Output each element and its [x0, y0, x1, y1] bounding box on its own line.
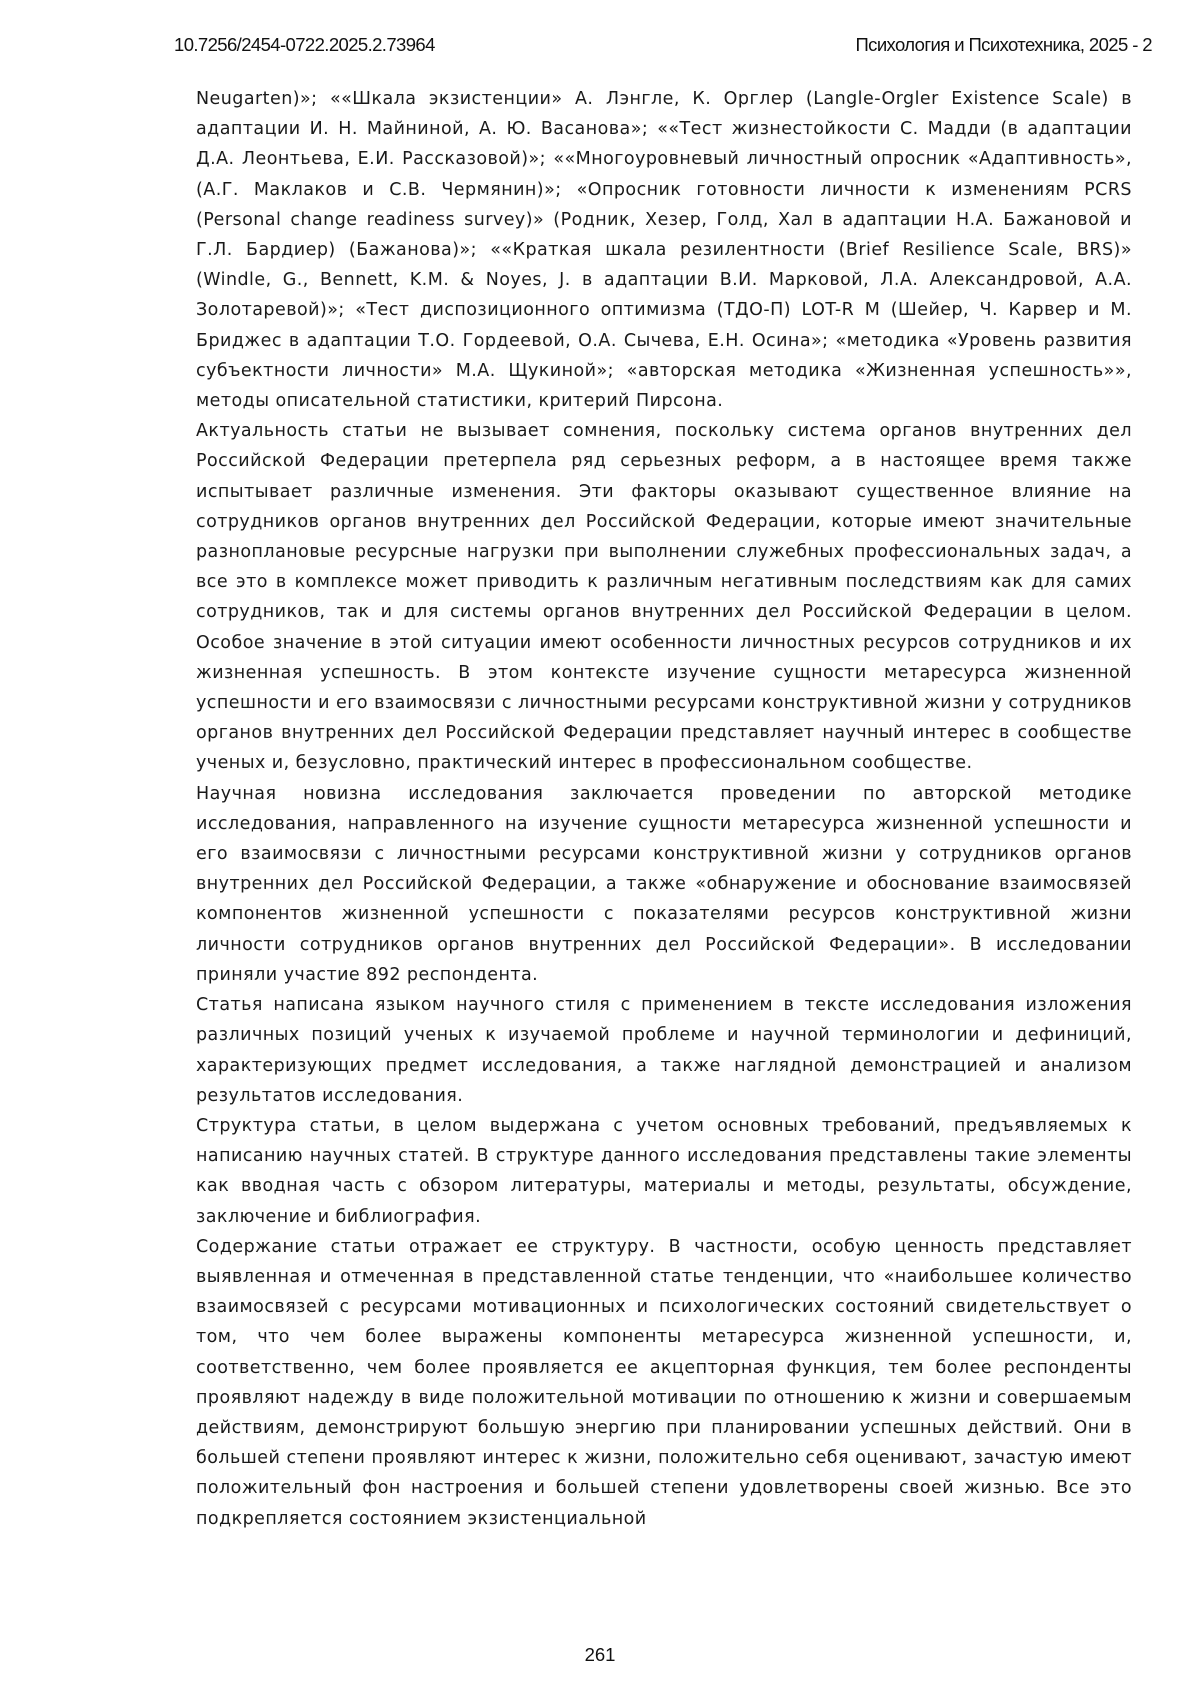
paragraph-novelty: Научная новизна исследования заключается проведении по авторской методике исследования, направленного на изучение сущности метаресурса жизненной успешности и его взаимосвязи с личностными ресурсами конструктивной жизни у сотрудников органов внутренних дел Российской Федерации, а также «обнаружение и обоснование взаимосвязей компонентов жизненной успешности с показателями ресурсов конструктивной жизни личности сотрудников органов внутренних дел Российской Федерации». В исследовании приняли участие 892 респондента.: [196, 783, 1132, 985]
paragraph-relevance: Актуальность статьи не вызывает сомнения, поскольку система органов внутренних дел Российской Федерации претерпела ряд серьезных реформ, а в настоящее время также испытывает различные изменения. Эти факторы оказывают существенное влияние на сотрудников органов внутренних дел Российской Федерации, которые имеют значительные разноплановые ресурсные нагрузки при выполнении служебных профессиональных задач, а все это в комплексе может приводить к различным негативным последствиям как для самих сотрудников, так и для системы органов внутренних дел Российской Федерации в целом. Особое значение в этой ситуации имеют особенности личностных ресурсов сотрудников и их жизненная успешность. В этом контексте изучение сущности метаресурса жизненной успешности и его взаимосвязи с личностными ресурсами конструктивной жизни у сотрудников органов внутренних дел Российской Федерации представляет научный интерес в сообществе ученых и, безусловно, практический интерес в профессиональном сообществе.: [196, 421, 1132, 774]
journal-title: Психология и Психотехника, 2025 - 2: [855, 34, 1152, 55]
doi-label: 10.7256/2454-0722.2025.2.73964: [174, 34, 435, 55]
page-number: 261: [584, 1644, 616, 1665]
paragraph-style: Статья написана языком научного стиля с применением в тексте исследования изложения различных позиций ученых к изучаемой проблеме и научной терминологии и дефиниций, характеризующих предмет исследования, а также наглядной демонстрацией и анализом результатов исследования.: [196, 995, 1132, 1106]
article-body: [196, 84, 1132, 1534]
running-header: [174, 34, 1152, 58]
paragraph-structure: Структура статьи, в целом выдержана с учетом основных требований, предъявляемых к написанию научных статей. В структуре данного исследования представлены такие элементы как вводная часть с обзором литературы, материалы и методы, результаты, обсуждение, заключение и библиография.: [196, 1115, 1132, 1227]
paragraph-content: Содержание статьи отражает ее структуру. В частности, особую ценность представляет выявленная и отмеченная в представленной статье тенденции, что «наибольшее количество взаимосвязей с ресурсами мотивационных и психологических состояний свидетельствует о том, что чем более выражены компоненты метаресурса жизненной успешности, и, соответственно, чем более проявляется ее акцепторная функция, тем более респонденты проявляют надежду в виде положительной мотивации по отношению к жизни и совершаемым действиям, демонстрируют большую энергию при планировании успешных действий. Они в большей степени проявляют интерес к жизни, положительно себя оценивают, зачастую имеют положительный фон настроения и большей степени удовлетворены своей жизнью. Все это подкрепляется состоянием экзистенциальной: [196, 1236, 1132, 1529]
paragraph-methods-list: Neugarten)»; ««Шкала экзистенции» А. Лэнгле, К. Орглер (Langle-Orgler Existence Scale) в адаптации И. Н. Майниной, А. Ю. Васанова»; ««Тест жизнестойкости С. Мадди (в адаптации Д.А. Леонтьева, Е.И. Рассказовой)»; ««Многоуровневый личностный опросник «Адаптивность», (А.Г. Маклаков и С.В. Чермянин)»; «Опросник готовности личности к изменениям PCRS (Personal change readiness survey)» (Родник, Хезер, Голд, Хал в адаптации Н.А. Бажановой и Г.Л. Бардиер) (Бажанова)»; ««Краткая шкала резилентности (Brief Resilience Scale, BRS)» (Windle, G., Bennett, K.M. & Noyes, J. в адаптации В.И. Марковой, Л.А. Александровой, А.А. Золотаревой)»; «Тест диспозиционного оптимизма (ТДО-П) LOT-R М (Шейер, Ч. Карвер и М. Бриджес в адаптации Т.О. Гордеевой, О.А. Сычева, Е.Н. Осина»; «методика «Уровень развития субъектности личности» М.А. Щукиной»; «авторская методика «Жизненная успешность»», методы описательной статистики, критерий Пирсона.: [196, 89, 1132, 412]
